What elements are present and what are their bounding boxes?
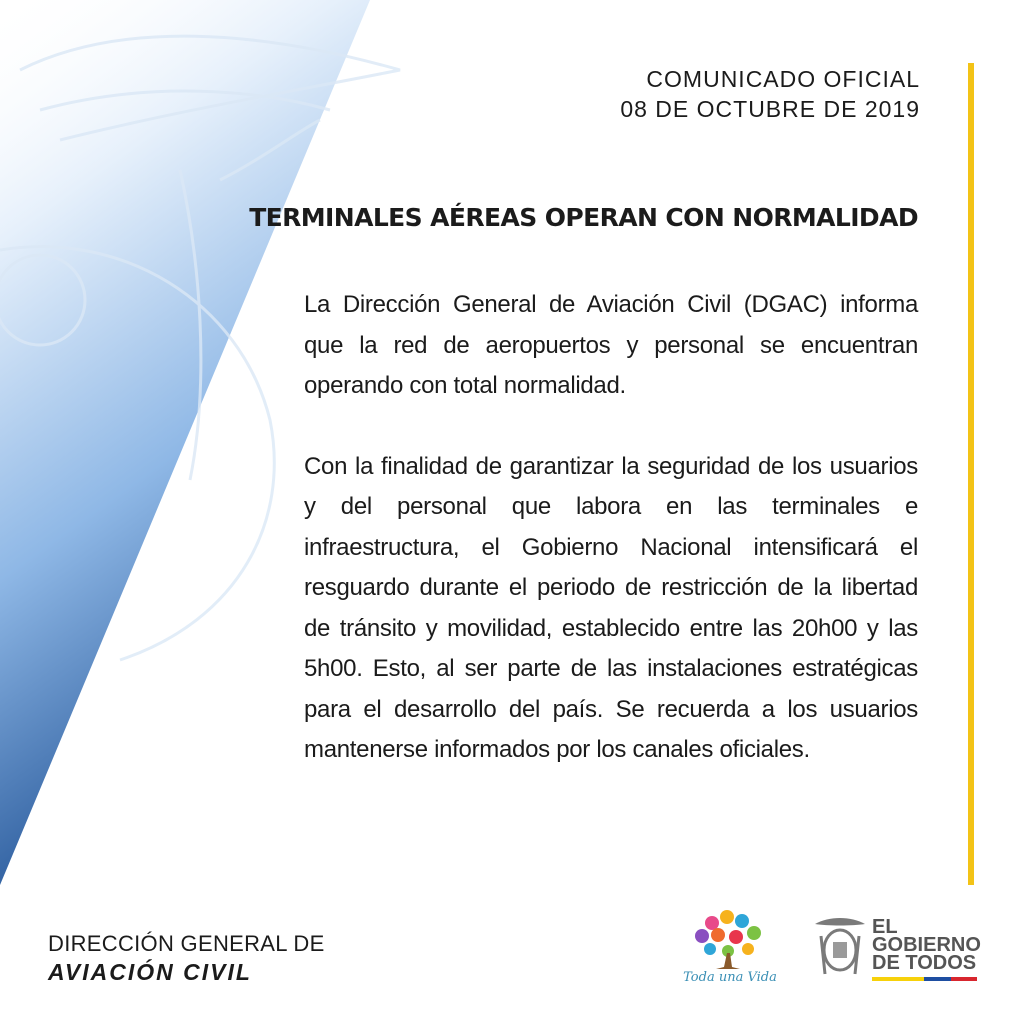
headline: TERMINALES AÉREAS OPERAN CON NORMALIDAD — [249, 203, 918, 232]
toda-una-vida-text: Toda una Vida — [683, 970, 777, 985]
dgac-line-1: DIRECCIÓN GENERAL DE — [48, 931, 325, 956]
gobierno-line-1: EL — [872, 916, 898, 938]
communique-date: 08 DE OCTUBRE DE 2019 — [620, 96, 920, 122]
paragraph-1: La Dirección General de Aviación Civil (DGAC) informa que la red de aeropuertos y personal se encuentran operando con total normalidad. — [304, 291, 918, 399]
dgac-logo-text — [48, 930, 325, 986]
communique-header — [620, 64, 920, 124]
ecuador-seal-icon — [811, 916, 869, 978]
body-text — [304, 285, 918, 811]
paragraph-2: Con la finalidad de garantizar la seguridad de los usuarios y del personal que labora en las terminales e infraestructura, el Gobierno Nacional intensificará el resguardo durante el periodo de restricción de la libertad de tránsito y movilidad, establecido entre las 20h00 y las 5h00. Esto, al ser parte de las instalaciones estratégicas para el desarrollo del país. Se recuerda a los usuarios mantenerse informados por los canales oficiales. — [304, 452, 918, 763]
gobierno-line-2: GOBIERNO — [872, 934, 981, 956]
gobierno-line-3: DE TODOS — [872, 952, 977, 974]
communique-title: COMUNICADO OFICIAL — [646, 66, 920, 92]
el-gobierno-de-todos-text — [872, 918, 981, 972]
gold-accent-bar — [968, 63, 974, 885]
dgac-line-2: AVIACIÓN CIVIL — [48, 959, 252, 985]
ecuador-flag-stripe — [872, 977, 977, 981]
